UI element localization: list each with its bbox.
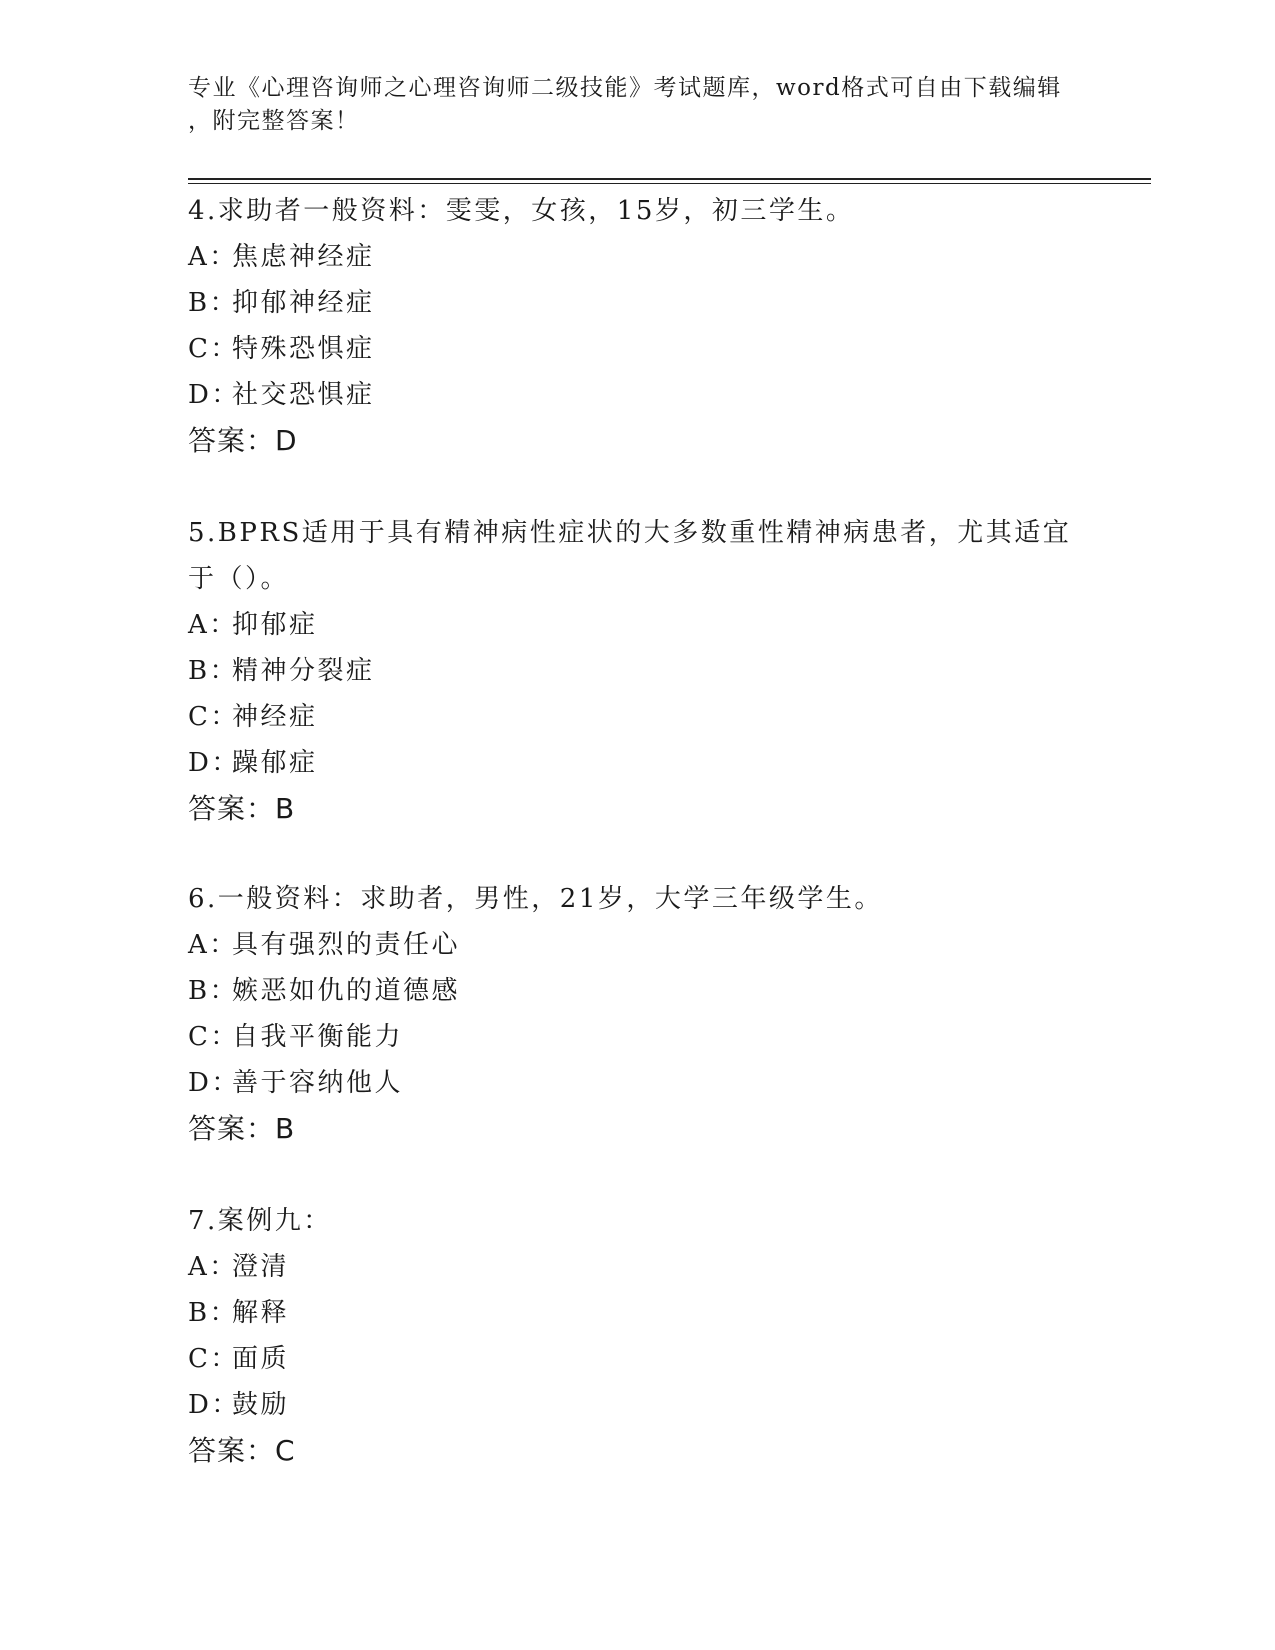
option-text: 具有强烈的责任心 <box>232 930 461 960</box>
option-text: 躁郁症 <box>232 748 318 778</box>
question-5 <box>188 510 1072 832</box>
question-stem-continued: 于（）。 <box>188 564 290 594</box>
question-6 <box>188 876 1068 1152</box>
option-key: A： <box>188 242 238 272</box>
option-b <box>188 280 1068 326</box>
option-key: B： <box>188 656 239 686</box>
option-c <box>188 1014 1068 1060</box>
question-stem: 5.BPRS适用于具有精神病性症状的大多数重性精神病患者，尤其适宜 <box>188 518 1072 548</box>
option-key: A： <box>188 610 238 640</box>
option-text: 抑郁症 <box>232 610 318 640</box>
option-key: C： <box>188 702 239 732</box>
option-d <box>188 1060 1068 1106</box>
option-key: C： <box>188 1344 239 1374</box>
option-c <box>188 694 1068 740</box>
option-text: 特殊恐惧症 <box>232 334 375 364</box>
question-stem: 4.求助者一般资料：雯雯，女孩，15岁，初三学生。 <box>188 196 855 226</box>
document-header <box>188 72 1088 138</box>
option-key: D： <box>188 1390 240 1420</box>
option-a <box>188 602 1068 648</box>
option-b <box>188 1290 1068 1336</box>
question-4 <box>188 188 1068 464</box>
option-d <box>188 1382 1068 1428</box>
question-stem: 6.一般资料：求助者，男性，21岁，大学三年级学生。 <box>188 884 883 914</box>
option-text: 解释 <box>232 1298 290 1328</box>
option-key: D： <box>188 1068 240 1098</box>
option-text: 自我平衡能力 <box>232 1022 404 1052</box>
answer-line: 答案：D <box>188 424 298 457</box>
option-text: 抑郁神经症 <box>232 288 375 318</box>
option-text: 社交恐惧症 <box>232 380 375 410</box>
option-d <box>188 372 1068 418</box>
option-text: 精神分裂症 <box>232 656 375 686</box>
header-line-2: ，附完整答案！ <box>188 108 360 134</box>
answer-line: 答案：B <box>188 1112 296 1145</box>
option-text: 澄清 <box>232 1252 290 1282</box>
header-divider-thick <box>188 178 1151 180</box>
option-key: C： <box>188 334 239 364</box>
option-b <box>188 968 1068 1014</box>
option-key: A： <box>188 930 238 960</box>
answer-line: 答案：B <box>188 792 296 825</box>
option-text: 面质 <box>232 1344 290 1374</box>
option-key: C： <box>188 1022 239 1052</box>
option-key: B： <box>188 1298 239 1328</box>
option-key: D： <box>188 748 240 778</box>
option-a <box>188 1244 1068 1290</box>
question-7 <box>188 1198 1068 1474</box>
option-text: 鼓励 <box>232 1390 290 1420</box>
option-key: A： <box>188 1252 238 1282</box>
option-a <box>188 234 1068 280</box>
option-text: 嫉恶如仇的道德感 <box>232 976 461 1006</box>
answer-line: 答案：C <box>188 1434 296 1467</box>
option-a <box>188 922 1068 968</box>
option-key: B： <box>188 976 239 1006</box>
option-d <box>188 740 1068 786</box>
option-b <box>188 648 1068 694</box>
option-key: B： <box>188 288 239 318</box>
option-c <box>188 326 1068 372</box>
header-divider-thin <box>188 183 1151 184</box>
header-line-1: 专业《心理咨询师之心理咨询师二级技能》考试题库，word格式可自由下载编辑 <box>188 75 1062 101</box>
question-stem: 7.案例九： <box>188 1206 332 1236</box>
option-key: D： <box>188 380 240 410</box>
option-text: 焦虑神经症 <box>232 242 375 272</box>
option-text: 神经症 <box>232 702 318 732</box>
option-c <box>188 1336 1068 1382</box>
option-text: 善于容纳他人 <box>232 1068 404 1098</box>
